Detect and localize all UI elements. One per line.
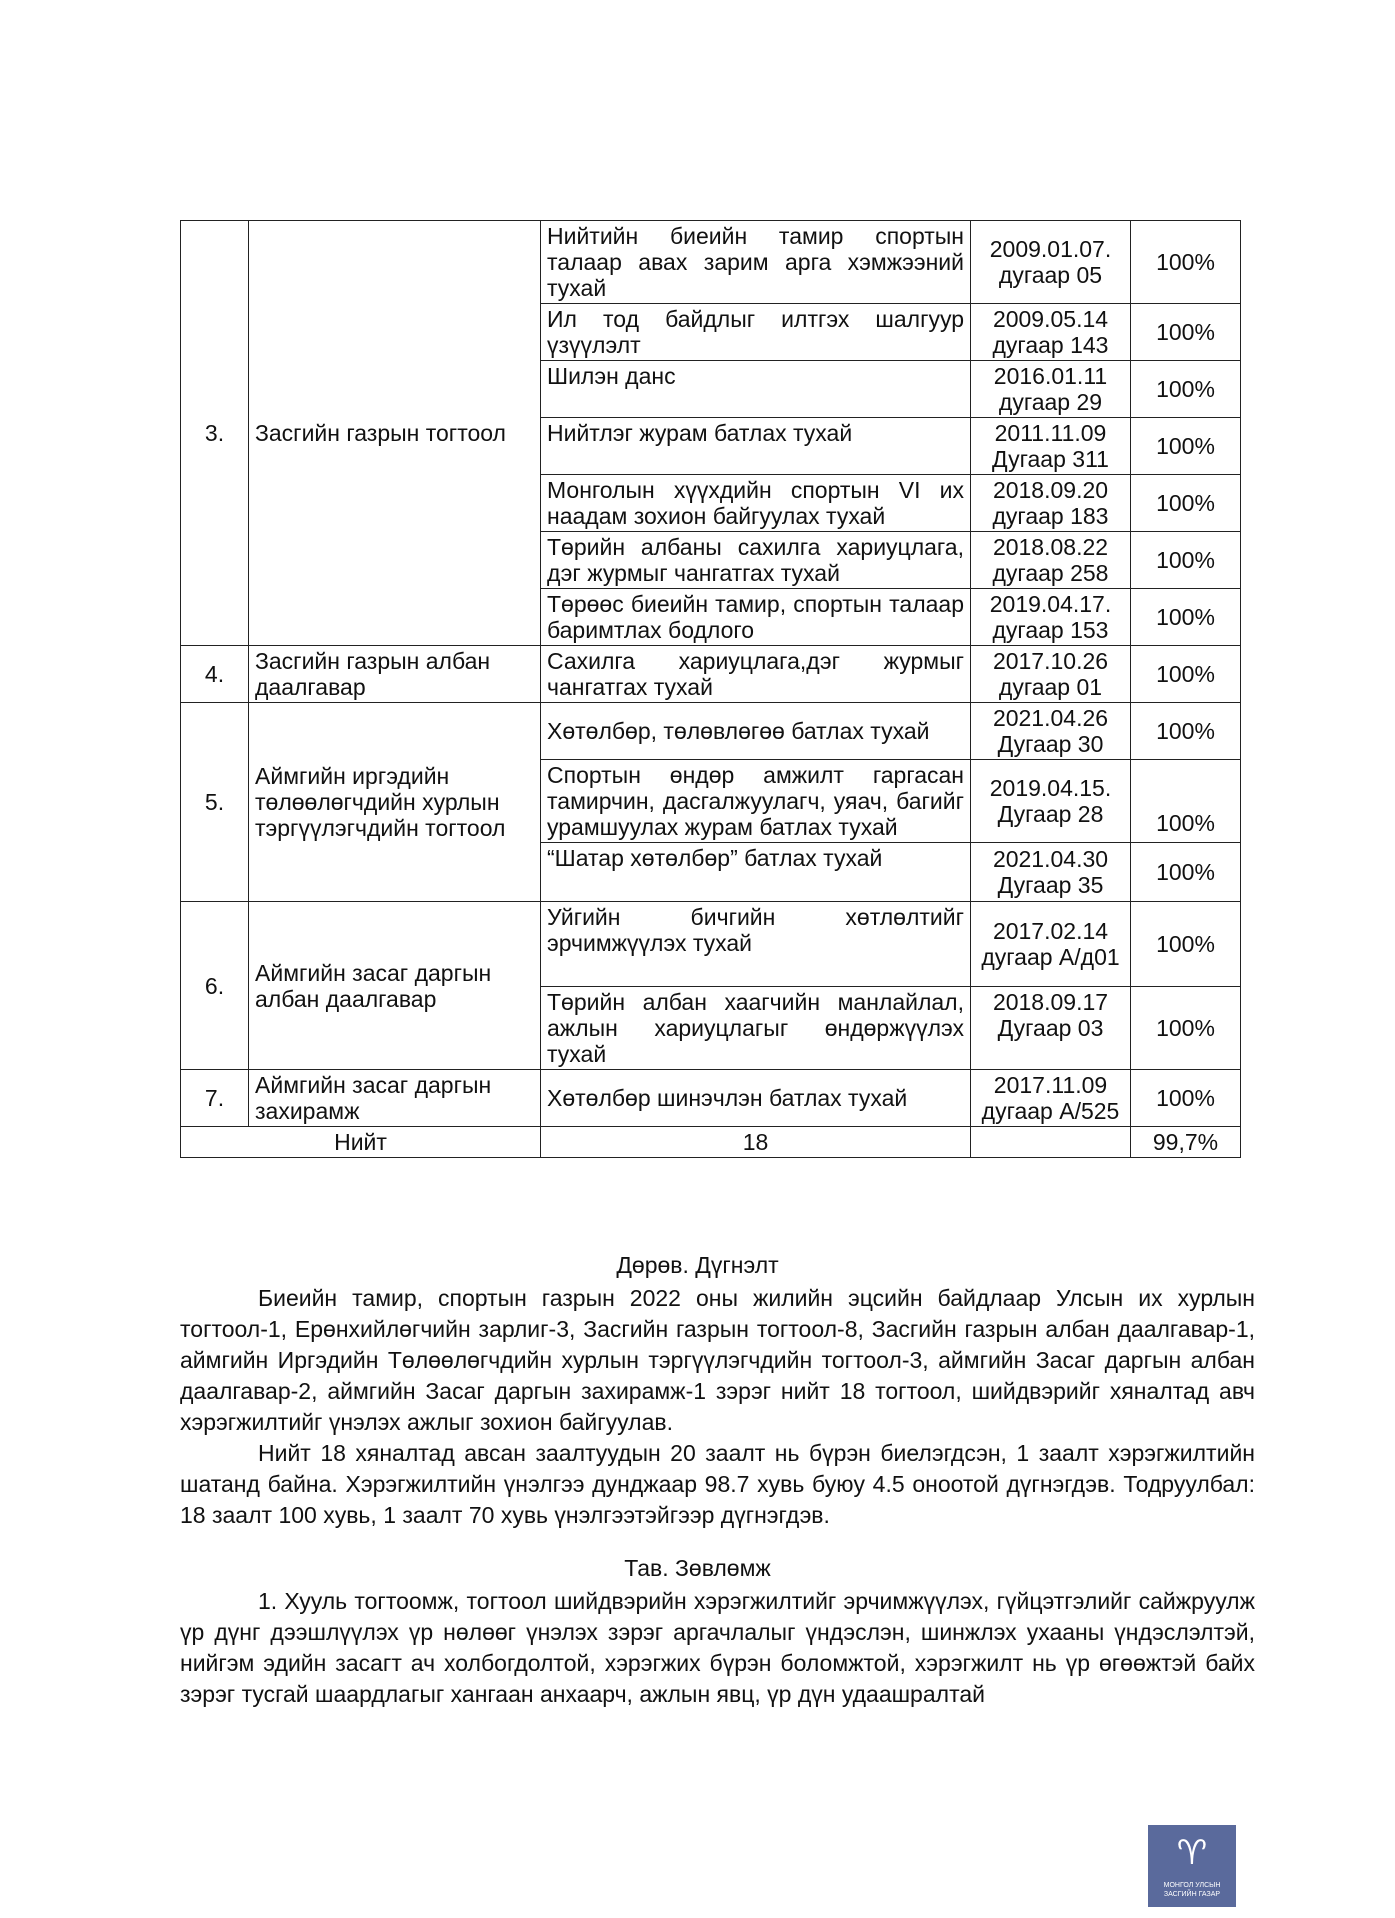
decision-ref: 2019.04.17. дугаар 153	[971, 589, 1131, 646]
decision-title: Шилэн данс	[541, 361, 971, 418]
recommendation-text	[180, 1586, 1255, 1710]
paragraph: 1. Хууль тогтоомж, тогтоол шийдвэрийн хэрэгжилтийг эрчимжүүлэх, гүйцэтгэлийг сайжруулж үр дүнг дээшлүүлэх үр нөлөөг үнэлэх зэрэг аргачлалыг үндэслэн, шинжлэх ухааны үндэслэлтэй, нийгэм эдийн засагт ач холбогдолтой, хэрэгжих бүрэн боломжтой, хэрэгжилт нь үр өгөөжтэй байх зэрэг тусгай шаардлагыг хангаан анхаарч, ажлын явц, үр дүн удаашралтай	[180, 1588, 1255, 1707]
decision-ref: 2016.01.11 дугаар 29	[971, 361, 1131, 418]
decision-title: Төрийн албаны сахилга хариуцлага, дэг журмыг чангатгах тухай	[541, 532, 971, 589]
paragraph: Нийт 18 хяналтад авсан заалтуудын 20 заалт нь бүрэн биелэгдсэн, 1 заалт хэрэгжилтийн шатанд байна. Хэрэгжилтийн үнэлгээ дунджаар 98.7 хувь буюу 4.5 оноотой дүгнэгдэв. Тодруулбал: 18 заалт 100 хувь, 1 заалт 70 хувь үнэлгээтэйгээр дүгнэгдэв.	[180, 1440, 1255, 1528]
row-number: 6.	[181, 902, 249, 1070]
table-row	[181, 902, 1241, 987]
decision-title: Хөтөлбөр, төлөвлөгөө батлах тухай	[541, 703, 971, 760]
decision-title: Нийтлэг журам батлах тухай	[541, 418, 971, 475]
decision-percent: 100%	[1131, 589, 1241, 646]
decision-ref: 2021.04.26 Дугаар 30	[971, 703, 1131, 760]
decision-percent: 100%	[1131, 987, 1241, 1070]
table-total-row	[181, 1127, 1241, 1158]
decision-ref: 2011.11.09 Дугаар 311	[971, 418, 1131, 475]
decision-percent: 100%	[1131, 418, 1241, 475]
table-row	[181, 703, 1241, 760]
decision-type: Засгийн газрын албан даалгавар	[249, 646, 541, 703]
decision-ref: 2017.02.14 дугаар А/д01	[971, 902, 1131, 987]
decision-ref: 2017.10.26 дугаар 01	[971, 646, 1131, 703]
decision-percent: 100%	[1131, 703, 1241, 760]
decision-title: Сахилга хариуцлага,дэг журмыг чангатгах тухай	[541, 646, 971, 703]
decision-type: Аймгийн иргэдийн төлөөлөгчдийн хурлын тэргүүлэгчдийн тогтоол	[249, 703, 541, 902]
decision-type: Аймгийн засаг даргын албан даалгавар	[249, 902, 541, 1070]
decision-title: Ил тод байдлыг илтгэх шалгуур үзүүлэлт	[541, 304, 971, 361]
decision-percent: 100%	[1131, 1070, 1241, 1127]
decision-title: Нийтийн биеийн тамир спортын талаар авах зарим арга хэмжээний тухай	[541, 221, 971, 304]
conclusion-text	[180, 1283, 1255, 1531]
section-heading: Тав. Зөвлөмж	[624, 1555, 771, 1581]
decision-title: Монголын хүүхдийн спортын VI их наадам зохион байгуулах тухай	[541, 475, 971, 532]
decision-ref: 2018.09.20 дугаар 183	[971, 475, 1131, 532]
section-heading: Дөрөв. Дүгнэлт	[616, 1252, 779, 1278]
paragraph: Биеийн тамир, спортын газрын 2022 оны жилийн эцсийн байдлаар Улсын их хурлын тогтоол-1, Ерөнхийлөгчийн зарлиг-3, Засгийн газрын тогтоол-8, Засгийн газрын албан даалгавар-1, аймгийн Иргэдийн Төлөөлөгчдийн хурлын тэргүүлэгчдийн тогтоол-3, аймгийн Засаг даргын албан даалгавар-2, аймгийн Засаг даргын захирамж-1 зэрэг нийт 18 тогтоол, шийдвэрийг хяналтад авч хэрэгжилтийг үнэлэх ажлыг зохион байгуулав.	[180, 1285, 1255, 1435]
table-row	[181, 1070, 1241, 1127]
decision-title: Төрөөс биеийн тамир, спортын талаар баримтлах бодлого	[541, 589, 971, 646]
row-number: 7.	[181, 1070, 249, 1127]
total-label: Нийт	[181, 1127, 541, 1158]
decision-percent: 100%	[1131, 304, 1241, 361]
decision-percent: 100%	[1131, 475, 1241, 532]
row-number: 3.	[181, 221, 249, 646]
decision-percent: 100%	[1131, 902, 1241, 987]
decision-percent: 100%	[1131, 760, 1241, 843]
decision-title: Спортын өндөр амжилт гаргасан тамирчин, дасгалжуулагч, уяач, багийг урамшуулах журам батлах тухай	[541, 760, 971, 843]
total-empty-cell	[971, 1127, 1131, 1158]
decision-ref: 2009.01.07. дугаар 05	[971, 221, 1131, 304]
decision-ref: 2019.04.15. Дугаар 28	[971, 760, 1131, 843]
decision-ref: 2021.04.30 Дугаар 35	[971, 843, 1131, 902]
decision-percent: 100%	[1131, 221, 1241, 304]
decision-title: Хөтөлбөр шинэчлэн батлах тухай	[541, 1070, 971, 1127]
table-row	[181, 221, 1241, 304]
soyombo-emblem-icon: ♈ МОНГОЛ УЛСЫН ЗАСГИЙН ГАЗАР	[1148, 1825, 1236, 1907]
decision-percent: 100%	[1131, 843, 1241, 902]
row-number: 4.	[181, 646, 249, 703]
decision-ref: 2017.11.09 дугаар А/525	[971, 1070, 1131, 1127]
decision-title: “Шатар хөтөлбөр” батлах тухай	[541, 843, 971, 902]
decisions-table	[180, 220, 1241, 1158]
decision-ref: 2018.09.17 Дугаар 03	[971, 987, 1131, 1070]
row-number: 5.	[181, 703, 249, 902]
decision-type: Аймгийн засаг даргын захирамж	[249, 1070, 541, 1127]
decision-ref: 2018.08.22 дугаар 258	[971, 532, 1131, 589]
decision-title: Уйгийн бичгийн хөтлөлтийг эрчимжүүлэх тухай	[541, 902, 971, 987]
emblem-text: МОНГОЛ УЛСЫН ЗАСГИЙН ГАЗАР	[1163, 1882, 1221, 1898]
decision-percent: 100%	[1131, 532, 1241, 589]
decision-percent: 100%	[1131, 361, 1241, 418]
total-count: 18	[541, 1127, 971, 1158]
table-row	[181, 646, 1241, 703]
decision-ref: 2009.05.14 дугаар 143	[971, 304, 1131, 361]
decision-percent: 100%	[1131, 646, 1241, 703]
decision-type: Засгийн газрын тогтоол	[249, 221, 541, 646]
total-percent: 99,7%	[1131, 1127, 1241, 1158]
decision-title: Төрийн албан хаагчийн манлайлал, ажлын хариуцлагыг өндөржүүлэх тухай	[541, 987, 971, 1070]
